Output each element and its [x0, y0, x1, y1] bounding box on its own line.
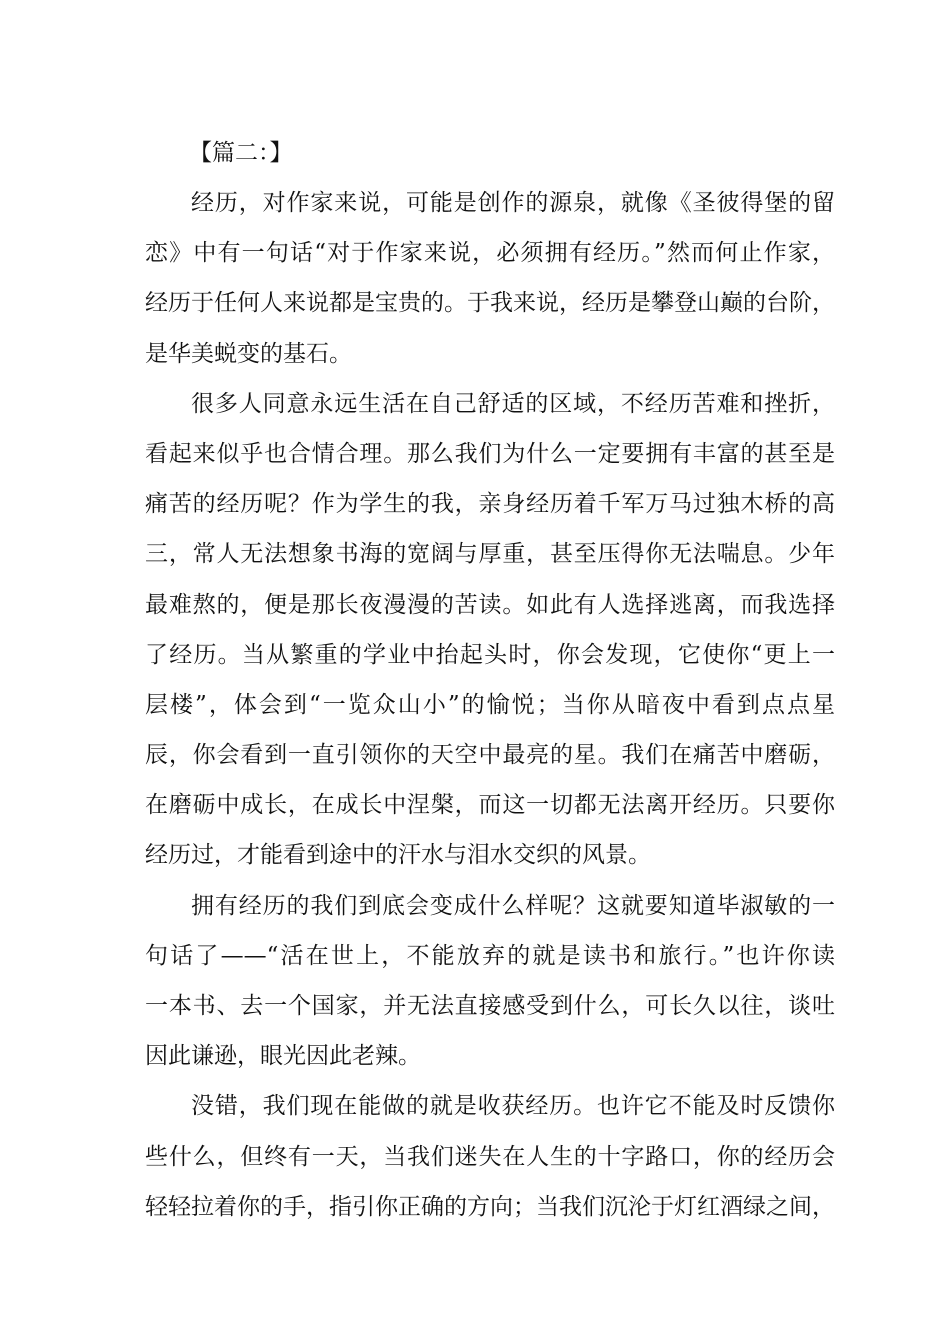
text-line: 是华美蜕变的基石。 [145, 340, 352, 367]
text-line: 层楼”，体会到“一览众山小”的愉悦；当你从暗夜中看到点点星 [145, 691, 835, 718]
text-line: 辰，你会看到一直引领你的天空中最亮的星。我们在痛苦中磨砺， [145, 742, 835, 769]
text-line: 轻轻拉着你的手，指引你正确的方向；当我们沉沦于灯红酒绿之间， [145, 1193, 835, 1220]
text-line: 了经历。当从繁重的学业中抬起头时，你会发现，它使你“更上一 [145, 641, 835, 668]
text-line: 经历过，才能看到途中的汗水与泪水交织的风景。 [145, 842, 651, 869]
text-line: 一本书、去一个国家，并无法直接感受到什么，可长久以往，谈吐 [145, 993, 835, 1019]
text-line: 痛苦的经历呢？作为学生的我，亲身经历着千军万马过独木桥的高 [145, 491, 835, 518]
text-line: 最难熬的，便是那长夜漫漫的苦读。如此有人选择逃离，而我选择 [145, 591, 835, 618]
paragraph-3 [145, 881, 835, 1082]
document-body [145, 128, 835, 1232]
text-line: 恋》中有一句话“对于作家来说，必须拥有经历。”然而何止作家， [145, 240, 835, 267]
text-line: 没错，我们现在能做的就是收获经历。也许它不能及时反馈你 [191, 1093, 835, 1120]
paragraph-2 [145, 379, 835, 881]
text-line: 拥有经历的我们到底会变成什么样呢？这就要知道毕淑敏的一 [191, 892, 835, 919]
text-line: 因此谦逊，眼光因此老辣。 [145, 1043, 421, 1070]
text-line: 在磨砺中成长，在成长中涅槃，而这一切都无法离开经历。只要你 [145, 792, 835, 819]
text-line: 很多人同意永远生活在自己舒适的区域，不经历苦难和挫折， [191, 390, 835, 417]
paragraph-4 [145, 1081, 835, 1232]
text-line: 些什么，但终有一天，当我们迷失在人生的十字路口，你的经历会 [145, 1143, 835, 1170]
paragraph-1 [145, 178, 835, 379]
text-line: 经历于任何人来说都是宝贵的。于我来说，经历是攀登山巅的台阶， [145, 290, 835, 317]
text-line: 看起来似乎也合情合理。那么我们为什么一定要拥有丰富的甚至是 [145, 440, 835, 467]
text-line: 经历，对作家来说，可能是创作的源泉，就像《圣彼得堡的留 [191, 190, 835, 216]
section-heading: 【篇二：】 [189, 140, 293, 166]
text-line: 三，常人无法想象书海的宽阔与厚重，甚至压得你无法喘息。少年 [145, 541, 835, 568]
text-line: 句话了——“活在世上，不能放弃的就是读书和旅行。”也许你读 [145, 942, 835, 969]
